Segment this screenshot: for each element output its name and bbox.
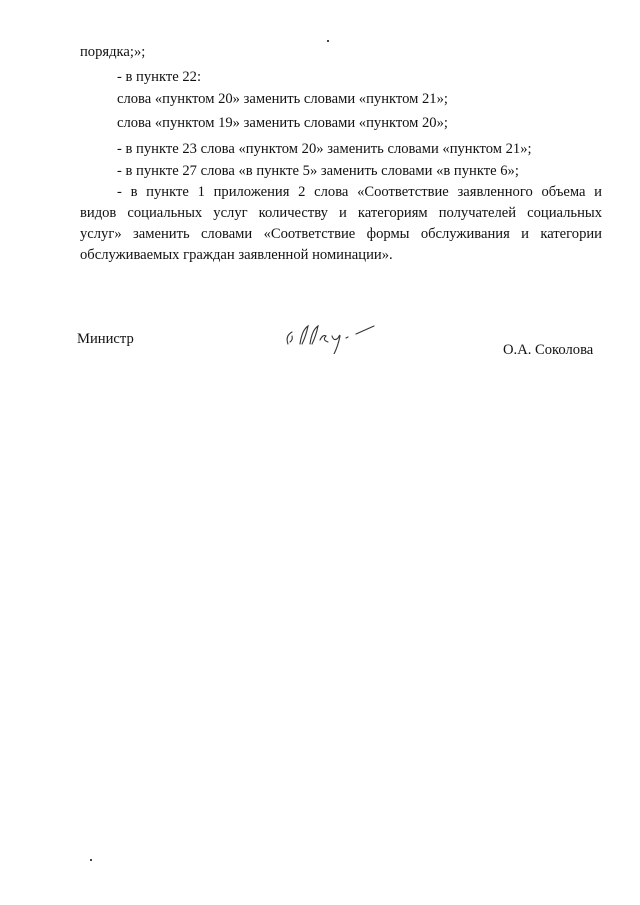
paragraph-line: видов социальных услуг количеству и категориям получателей социальных — [80, 205, 602, 221]
text-line: слова «пунктом 20» заменить словами «пунктом 21»; — [117, 91, 448, 107]
paragraph-line: - в пункте 1 приложения 2 слова «Соответствие заявленного объема и — [117, 184, 602, 200]
scan-speck — [327, 40, 329, 42]
text-line: - в пункте 23 слова «пунктом 20» заменить словами «пунктом 21»; — [117, 141, 532, 157]
text-line: слова «пунктом 19» заменить словами «пунктом 20»; — [117, 115, 448, 131]
paragraph-line: услуг» заменить словами «Соответствие формы обслуживания и категории — [80, 226, 602, 242]
signatory-position: Министр — [77, 331, 134, 347]
handwritten-signature — [282, 318, 392, 354]
text-line: - в пункте 27 слова «в пункте 5» заменить словами «в пункте 6»; — [117, 163, 519, 179]
text-line: - в пункте 22: — [117, 69, 202, 85]
signatory-name: О.А. Соколова — [503, 342, 594, 358]
paragraph-line: обслуживаемых граждан заявленной номинации». — [80, 247, 393, 263]
scan-speck — [90, 859, 92, 861]
text-line: порядка;»; — [80, 44, 146, 60]
